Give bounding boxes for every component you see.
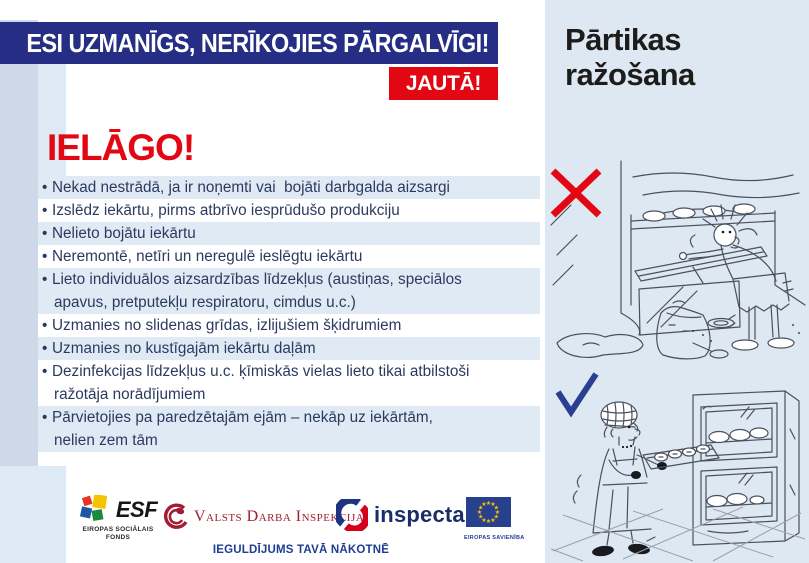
- svg-text:★: ★: [489, 502, 496, 509]
- page-title: IELĀGO!: [47, 127, 195, 168]
- esf-caption-line2: FONDS: [105, 533, 131, 541]
- eu-caption: EIROPAS SAVIENĪBA: [464, 535, 525, 541]
- inspecta-logo: [336, 499, 465, 531]
- safety-rule: [38, 337, 540, 360]
- good-practice-illustration: [543, 365, 809, 563]
- safety-rule: [38, 314, 540, 337]
- safety-rule-text: • Dezinfekcijas līdzekļus u.c. ķīmiskās vielas lieto tikai atbilstoši: [52, 363, 470, 380]
- bad-practice-illustration: [543, 155, 809, 365]
- header-banner-text: ESI UZMANĪGS, NERĪKOJIES PĀRGALVĪGI!: [26, 27, 489, 58]
- safety-rules-list: [38, 176, 540, 452]
- svg-text:★: ★: [477, 505, 483, 512]
- safety-rule-text: apavus, pretputekļu respiratoru, cimdus u.c.): [54, 294, 356, 311]
- safety-rule: [38, 199, 540, 222]
- sector-title-line2: ražošana: [565, 57, 695, 92]
- safety-rule-text: • Izslēdz iekārtu, pirms atbrīvo iesprūdušo produkciju: [52, 202, 400, 219]
- eu-flag-logo: [464, 497, 525, 541]
- safety-rule-text: nelien zem tām: [54, 432, 158, 449]
- sector-title: [565, 22, 695, 92]
- safety-rule: [38, 406, 540, 452]
- svg-text:★: ★: [477, 514, 483, 521]
- svg-text:★: ★: [476, 510, 482, 516]
- jauta-badge: [389, 67, 498, 100]
- svg-text:★: ★: [485, 501, 491, 507]
- svg-text:★: ★: [493, 514, 499, 521]
- jauta-badge-text: JAUTĀ!: [405, 71, 482, 95]
- red-x-icon: [553, 171, 599, 215]
- eu-flag-icon: [466, 497, 511, 527]
- inspecta-name: inspecta: [374, 502, 465, 527]
- safety-rule: [38, 176, 540, 199]
- header-banner: [0, 22, 498, 64]
- safety-rule: [38, 222, 540, 245]
- safety-rule: [38, 360, 540, 406]
- left-margin-strip-lower: [0, 466, 66, 563]
- safety-rule-text: • Uzmanies no kustīgajām iekārtu daļām: [52, 340, 316, 357]
- safety-rule-text: ražotāja norādījumiem: [54, 386, 206, 403]
- sector-title-line1: Pārtikas: [565, 22, 681, 57]
- safety-rule: [38, 245, 540, 268]
- safety-rule: [38, 268, 540, 314]
- safety-rule-text: • Lieto individuālos aizsardzības līdzekļus (austiņas, speciālos: [52, 271, 462, 288]
- esf-abbr: ESF: [115, 497, 158, 522]
- footer-slogan: IEGULDĪJUMS TAVĀ NĀKOTNĒ: [212, 544, 390, 556]
- inspecta-swirl-icon: [336, 499, 368, 531]
- safety-rule-text: • Nekad nestrādā, ja ir noņemti vai bojāti darbgalda aizsargi: [52, 179, 450, 196]
- svg-text:★: ★: [489, 517, 496, 524]
- vdi-logo: [160, 501, 364, 533]
- svg-text:★: ★: [480, 517, 487, 524]
- vdi-swoosh-icon: [160, 501, 190, 533]
- safety-rule-text: • Neremontē, netīri un neregulē ieslēgtu iekārtu: [52, 248, 363, 265]
- svg-text:★: ★: [480, 502, 487, 509]
- svg-text:★: ★: [493, 505, 499, 512]
- esf-squares-icon: [79, 495, 113, 525]
- safety-rule-text: • Pārvietojies pa paredzētajām ejām – nekāp uz iekārtām,: [52, 409, 433, 426]
- vdi-name: Valsts Darba Inspekcija: [194, 508, 365, 525]
- svg-text:★: ★: [485, 519, 491, 525]
- esf-logo: [72, 495, 164, 541]
- esf-caption-line1: EIROPAS SOCIĀLAIS: [82, 526, 154, 533]
- safety-rule-text: • Nelieto bojātu iekārtu: [52, 225, 196, 242]
- safety-rule-text: • Uzmanies no slidenas grīdas, izlijušiem šķidrumiem: [52, 317, 402, 334]
- blue-check-icon: [558, 374, 596, 412]
- svg-text:★: ★: [494, 510, 500, 516]
